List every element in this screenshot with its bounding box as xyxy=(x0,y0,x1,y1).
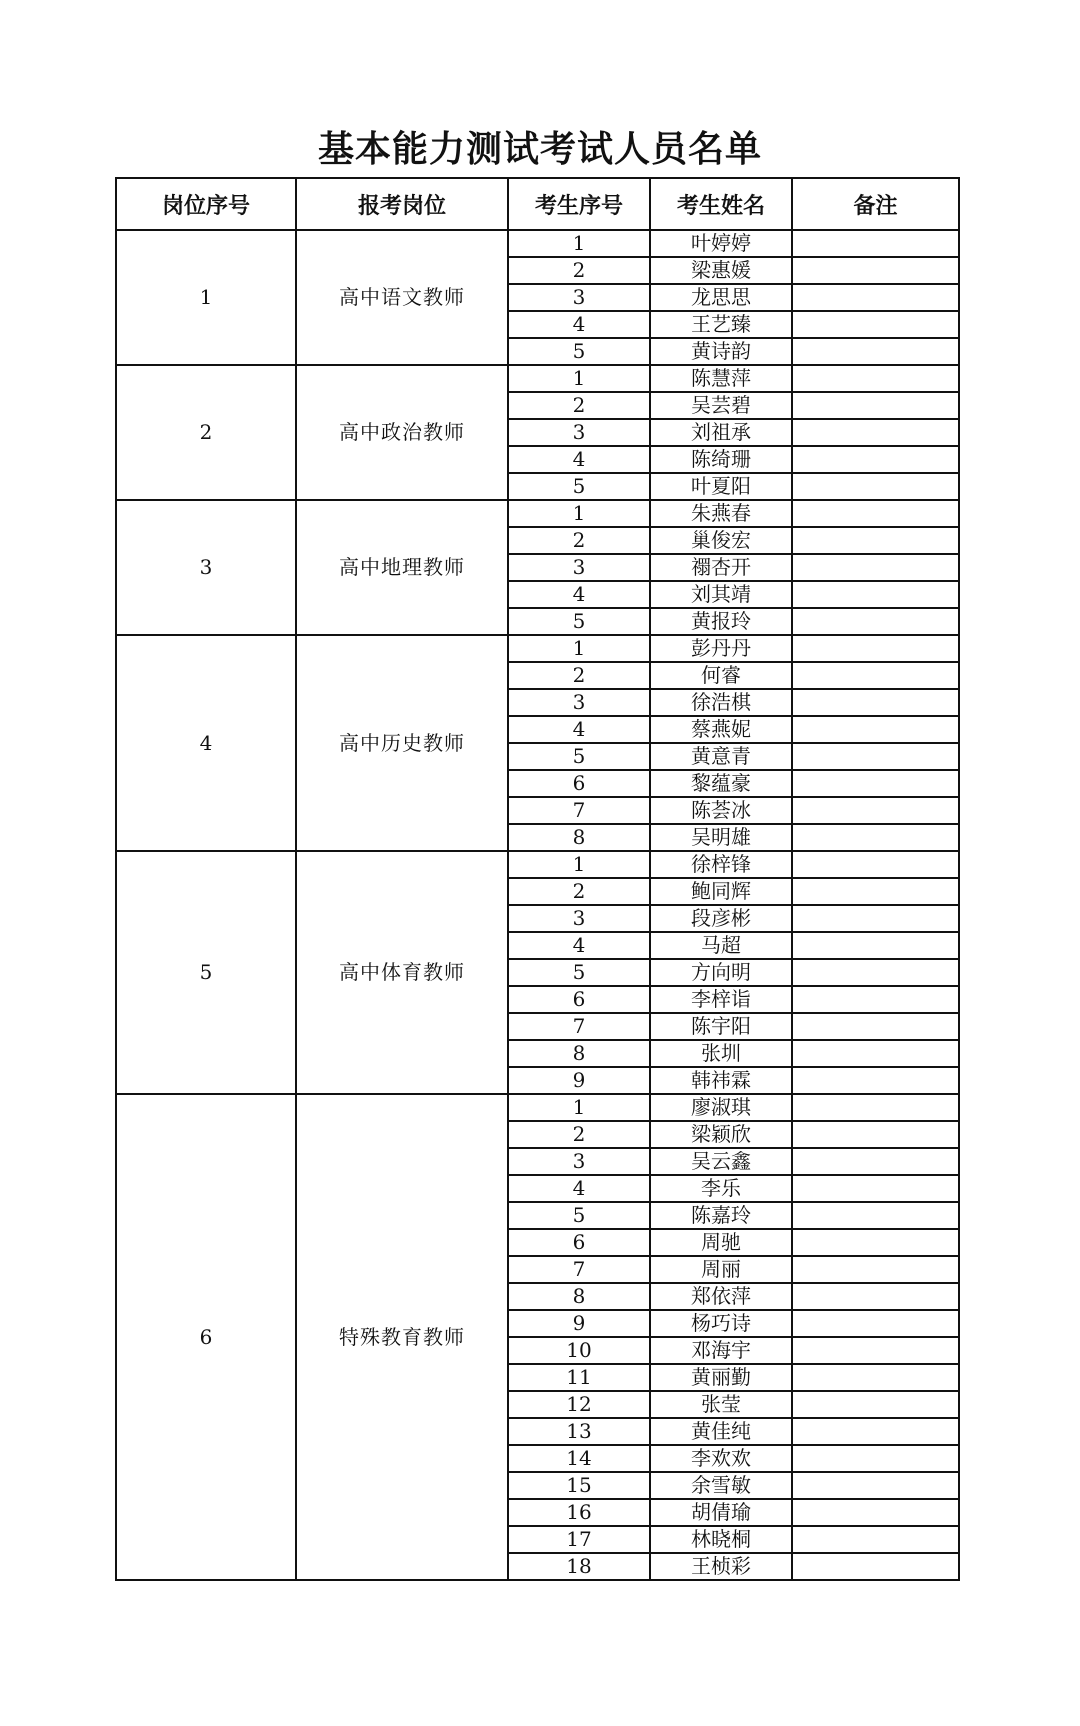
candidate-number-cell: 18 xyxy=(508,1553,650,1580)
candidate-number-cell: 5 xyxy=(508,473,650,500)
header-post-name: 报考岗位 xyxy=(296,178,508,230)
header-candidate-name: 考生姓名 xyxy=(650,178,792,230)
remarks-cell xyxy=(792,1391,959,1418)
candidate-number-cell: 5 xyxy=(508,959,650,986)
candidate-name-cell: 黄佳纯 xyxy=(650,1418,792,1445)
remarks-cell xyxy=(792,527,959,554)
candidate-number-cell: 9 xyxy=(508,1310,650,1337)
candidate-name-cell: 黄丽勤 xyxy=(650,1364,792,1391)
candidate-name-cell: 巢俊宏 xyxy=(650,527,792,554)
candidate-number-cell: 4 xyxy=(508,311,650,338)
candidate-number-cell: 14 xyxy=(508,1445,650,1472)
candidate-name-cell: 方向明 xyxy=(650,959,792,986)
candidate-number-cell: 4 xyxy=(508,1175,650,1202)
remarks-cell xyxy=(792,608,959,635)
candidate-name-cell: 张圳 xyxy=(650,1040,792,1067)
post-name-cell: 高中体育教师 xyxy=(296,851,508,1094)
remarks-cell xyxy=(792,581,959,608)
candidate-number-cell: 8 xyxy=(508,1040,650,1067)
post-number-cell: 1 xyxy=(116,230,296,365)
candidate-name-cell: 吴芸碧 xyxy=(650,392,792,419)
candidate-number-cell: 2 xyxy=(508,527,650,554)
remarks-cell xyxy=(792,1418,959,1445)
remarks-cell xyxy=(792,1499,959,1526)
candidate-number-cell: 6 xyxy=(508,1229,650,1256)
candidate-name-cell: 张莹 xyxy=(650,1391,792,1418)
candidate-name-cell: 陈宇阳 xyxy=(650,1013,792,1040)
table-body xyxy=(116,230,959,1580)
remarks-cell xyxy=(792,1013,959,1040)
post-number-cell: 2 xyxy=(116,365,296,500)
candidate-name-cell: 李梓诣 xyxy=(650,986,792,1013)
remarks-cell xyxy=(792,986,959,1013)
remarks-cell xyxy=(792,554,959,581)
header-candidate-number: 考生序号 xyxy=(508,178,650,230)
candidate-number-cell: 11 xyxy=(508,1364,650,1391)
header-remarks: 备注 xyxy=(792,178,959,230)
candidate-name-cell: 彭丹丹 xyxy=(650,635,792,662)
candidate-name-cell: 陈嘉玲 xyxy=(650,1202,792,1229)
candidate-number-cell: 1 xyxy=(508,230,650,257)
remarks-cell xyxy=(792,743,959,770)
candidate-number-cell: 16 xyxy=(508,1499,650,1526)
remarks-cell xyxy=(792,1229,959,1256)
candidate-number-cell: 2 xyxy=(508,878,650,905)
candidate-number-cell: 5 xyxy=(508,608,650,635)
remarks-cell xyxy=(792,716,959,743)
remarks-cell xyxy=(792,230,959,257)
candidate-number-cell: 2 xyxy=(508,1121,650,1148)
candidate-name-cell: 徐梓锋 xyxy=(650,851,792,878)
candidate-number-cell: 4 xyxy=(508,446,650,473)
remarks-cell xyxy=(792,770,959,797)
candidate-name-cell: 吴明雄 xyxy=(650,824,792,851)
candidate-name-cell: 徐浩棋 xyxy=(650,689,792,716)
candidate-name-cell: 韩祎霖 xyxy=(650,1067,792,1094)
candidate-name-cell: 何睿 xyxy=(650,662,792,689)
remarks-cell xyxy=(792,932,959,959)
remarks-cell xyxy=(792,1256,959,1283)
remarks-cell xyxy=(792,1283,959,1310)
remarks-cell xyxy=(792,797,959,824)
table-row xyxy=(116,365,959,392)
candidate-name-cell: 胡倩瑜 xyxy=(650,1499,792,1526)
candidate-number-cell: 12 xyxy=(508,1391,650,1418)
candidate-number-cell: 13 xyxy=(508,1418,650,1445)
candidate-number-cell: 4 xyxy=(508,932,650,959)
post-number-cell: 3 xyxy=(116,500,296,635)
post-name-cell: 高中历史教师 xyxy=(296,635,508,851)
candidate-name-cell: 叶夏阳 xyxy=(650,473,792,500)
candidate-name-cell: 陈荟冰 xyxy=(650,797,792,824)
candidate-name-cell: 刘祖承 xyxy=(650,419,792,446)
remarks-cell xyxy=(792,446,959,473)
candidate-number-cell: 3 xyxy=(508,419,650,446)
remarks-cell xyxy=(792,500,959,527)
candidate-name-cell: 黎蕴豪 xyxy=(650,770,792,797)
remarks-cell xyxy=(792,1337,959,1364)
candidate-name-cell: 余雪敏 xyxy=(650,1472,792,1499)
candidate-name-cell: 龙思思 xyxy=(650,284,792,311)
candidate-table xyxy=(115,177,960,1581)
remarks-cell xyxy=(792,257,959,284)
post-name-cell: 高中地理教师 xyxy=(296,500,508,635)
remarks-cell xyxy=(792,1445,959,1472)
candidate-number-cell: 10 xyxy=(508,1337,650,1364)
remarks-cell xyxy=(792,338,959,365)
candidate-name-cell: 蔡燕妮 xyxy=(650,716,792,743)
remarks-cell xyxy=(792,1121,959,1148)
remarks-cell xyxy=(792,392,959,419)
post-number-cell: 6 xyxy=(116,1094,296,1580)
table-row xyxy=(116,500,959,527)
candidate-name-cell: 禤杏开 xyxy=(650,554,792,581)
candidate-number-cell: 5 xyxy=(508,1202,650,1229)
remarks-cell xyxy=(792,878,959,905)
remarks-cell xyxy=(792,473,959,500)
candidate-number-cell: 1 xyxy=(508,365,650,392)
remarks-cell xyxy=(792,824,959,851)
candidate-number-cell: 8 xyxy=(508,824,650,851)
candidate-name-cell: 梁颖欣 xyxy=(650,1121,792,1148)
candidate-number-cell: 2 xyxy=(508,257,650,284)
candidate-name-cell: 邓海宇 xyxy=(650,1337,792,1364)
page-title: 基本能力测试考试人员名单 xyxy=(317,129,762,170)
candidate-number-cell: 3 xyxy=(508,554,650,581)
table-row xyxy=(116,230,959,257)
candidate-number-cell: 7 xyxy=(508,1013,650,1040)
candidate-number-cell: 3 xyxy=(508,905,650,932)
candidate-name-cell: 陈绮珊 xyxy=(650,446,792,473)
remarks-cell xyxy=(792,1472,959,1499)
candidate-number-cell: 2 xyxy=(508,662,650,689)
candidate-number-cell: 1 xyxy=(508,1094,650,1121)
remarks-cell xyxy=(792,959,959,986)
candidate-name-cell: 王桢彩 xyxy=(650,1553,792,1580)
table-row xyxy=(116,1094,959,1121)
remarks-cell xyxy=(792,1310,959,1337)
candidate-number-cell: 1 xyxy=(508,500,650,527)
candidate-name-cell: 李欢欢 xyxy=(650,1445,792,1472)
candidate-number-cell: 8 xyxy=(508,1283,650,1310)
candidate-name-cell: 叶婷婷 xyxy=(650,230,792,257)
remarks-cell xyxy=(792,689,959,716)
candidate-name-cell: 黄诗韵 xyxy=(650,338,792,365)
candidate-name-cell: 黄报玲 xyxy=(650,608,792,635)
candidate-name-cell: 马超 xyxy=(650,932,792,959)
candidate-name-cell: 陈慧萍 xyxy=(650,365,792,392)
remarks-cell xyxy=(792,1364,959,1391)
candidate-name-cell: 段彦彬 xyxy=(650,905,792,932)
candidate-number-cell: 7 xyxy=(508,797,650,824)
remarks-cell xyxy=(792,365,959,392)
candidate-number-cell: 3 xyxy=(508,284,650,311)
remarks-cell xyxy=(792,1175,959,1202)
candidate-number-cell: 15 xyxy=(508,1472,650,1499)
candidate-name-cell: 林晓桐 xyxy=(650,1526,792,1553)
post-name-cell: 高中政治教师 xyxy=(296,365,508,500)
remarks-cell xyxy=(792,851,959,878)
remarks-cell xyxy=(792,1526,959,1553)
remarks-cell xyxy=(792,635,959,662)
candidate-name-cell: 郑依萍 xyxy=(650,1283,792,1310)
candidate-number-cell: 6 xyxy=(508,770,650,797)
candidate-name-cell: 王艺臻 xyxy=(650,311,792,338)
candidate-number-cell: 2 xyxy=(508,392,650,419)
header-post-number: 岗位序号 xyxy=(116,178,296,230)
remarks-cell xyxy=(792,905,959,932)
candidate-number-cell: 3 xyxy=(508,1148,650,1175)
candidate-number-cell: 5 xyxy=(508,743,650,770)
candidate-name-cell: 梁惠媛 xyxy=(650,257,792,284)
candidate-number-cell: 1 xyxy=(508,635,650,662)
candidate-name-cell: 李乐 xyxy=(650,1175,792,1202)
post-name-cell: 高中语文教师 xyxy=(296,230,508,365)
post-number-cell: 4 xyxy=(116,635,296,851)
remarks-cell xyxy=(792,311,959,338)
remarks-cell xyxy=(792,662,959,689)
candidate-name-cell: 鲍同辉 xyxy=(650,878,792,905)
candidate-number-cell: 3 xyxy=(508,689,650,716)
candidate-number-cell: 9 xyxy=(508,1067,650,1094)
table-row xyxy=(116,635,959,662)
candidate-number-cell: 17 xyxy=(508,1526,650,1553)
post-number-cell: 5 xyxy=(116,851,296,1094)
remarks-cell xyxy=(792,1094,959,1121)
table-row xyxy=(116,851,959,878)
candidate-name-cell: 黄意青 xyxy=(650,743,792,770)
remarks-cell xyxy=(792,284,959,311)
remarks-cell xyxy=(792,419,959,446)
candidate-name-cell: 周丽 xyxy=(650,1256,792,1283)
candidate-number-cell: 7 xyxy=(508,1256,650,1283)
candidate-name-cell: 周驰 xyxy=(650,1229,792,1256)
remarks-cell xyxy=(792,1202,959,1229)
candidate-name-cell: 杨巧诗 xyxy=(650,1310,792,1337)
candidate-number-cell: 1 xyxy=(508,851,650,878)
remarks-cell xyxy=(792,1553,959,1580)
candidate-number-cell: 6 xyxy=(508,986,650,1013)
candidate-name-cell: 廖淑琪 xyxy=(650,1094,792,1121)
candidate-number-cell: 4 xyxy=(508,716,650,743)
remarks-cell xyxy=(792,1067,959,1094)
candidate-name-cell: 朱燕春 xyxy=(650,500,792,527)
candidate-number-cell: 4 xyxy=(508,581,650,608)
table-header-row xyxy=(116,178,959,230)
candidate-number-cell: 5 xyxy=(508,338,650,365)
candidate-name-cell: 吴云鑫 xyxy=(650,1148,792,1175)
remarks-cell xyxy=(792,1148,959,1175)
post-name-cell: 特殊教育教师 xyxy=(296,1094,508,1580)
remarks-cell xyxy=(792,1040,959,1067)
candidate-name-cell: 刘其靖 xyxy=(650,581,792,608)
